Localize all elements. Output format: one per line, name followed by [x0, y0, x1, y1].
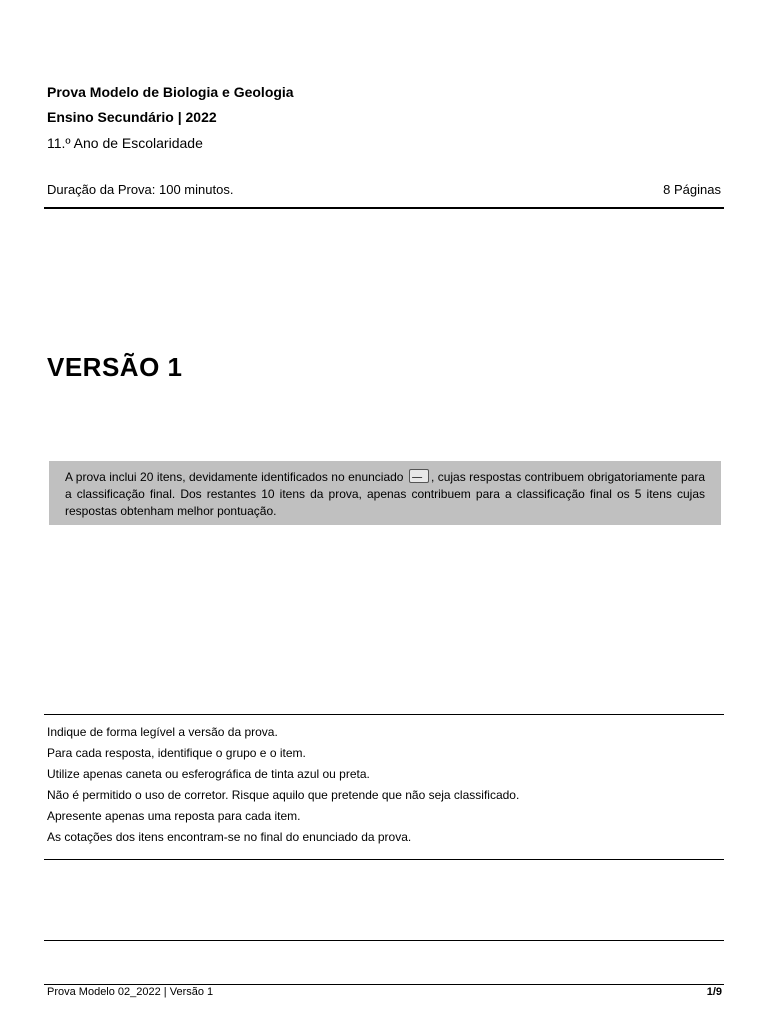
- instruction-item: Indique de forma legível a versão da prova.: [47, 725, 278, 739]
- lower-divider: [44, 940, 724, 941]
- exam-duration: Duração da Prova: 100 minutos.: [47, 182, 234, 197]
- header-divider: [44, 207, 724, 209]
- version-heading: VERSÃO 1: [47, 352, 183, 382]
- footer-document-id: Prova Modelo 02_2022 | Versão 1: [47, 986, 214, 998]
- notice-text-start: A prova inclui 20 itens, devidamente identificados no enunciado: [65, 470, 404, 484]
- instructions-list: [47, 722, 519, 848]
- instruction-item: Apresente apenas uma reposta para cada item.: [47, 809, 301, 823]
- instruction-item: As cotações dos itens encontram-se no final do enunciado da prova.: [47, 830, 412, 844]
- exam-level: Ensino Secundário | 2022: [47, 109, 217, 125]
- notice-text-end: , cujas respostas contribuem obrigatoriamente para a classificação final. Dos restantes 10 itens da prova, apenas contribuem para a classificação final os 5 itens cujas respostas obtenham melhor pontuação.: [65, 470, 705, 518]
- exam-title: Prova Modelo de Biologia e Geologia: [47, 84, 294, 100]
- instructions-bottom-divider: [44, 859, 724, 860]
- notice-box: [49, 461, 721, 525]
- page-number: 1/9: [706, 986, 722, 998]
- pencil-paper-icon: [409, 469, 429, 483]
- instruction-item: Para cada resposta, identifique o grupo e o item.: [47, 746, 306, 760]
- school-year: 11.º Ano de Escolaridade: [47, 135, 203, 151]
- instructions-top-divider: [44, 714, 724, 715]
- instruction-item: Utilize apenas caneta ou esferográfica de tinta azul ou preta.: [47, 767, 370, 781]
- instruction-item: Não é permitido o uso de corretor. Risque aquilo que pretende que não seja classificado.: [47, 788, 520, 802]
- footer-divider: [44, 984, 724, 985]
- page-count: 8 Páginas: [663, 182, 721, 197]
